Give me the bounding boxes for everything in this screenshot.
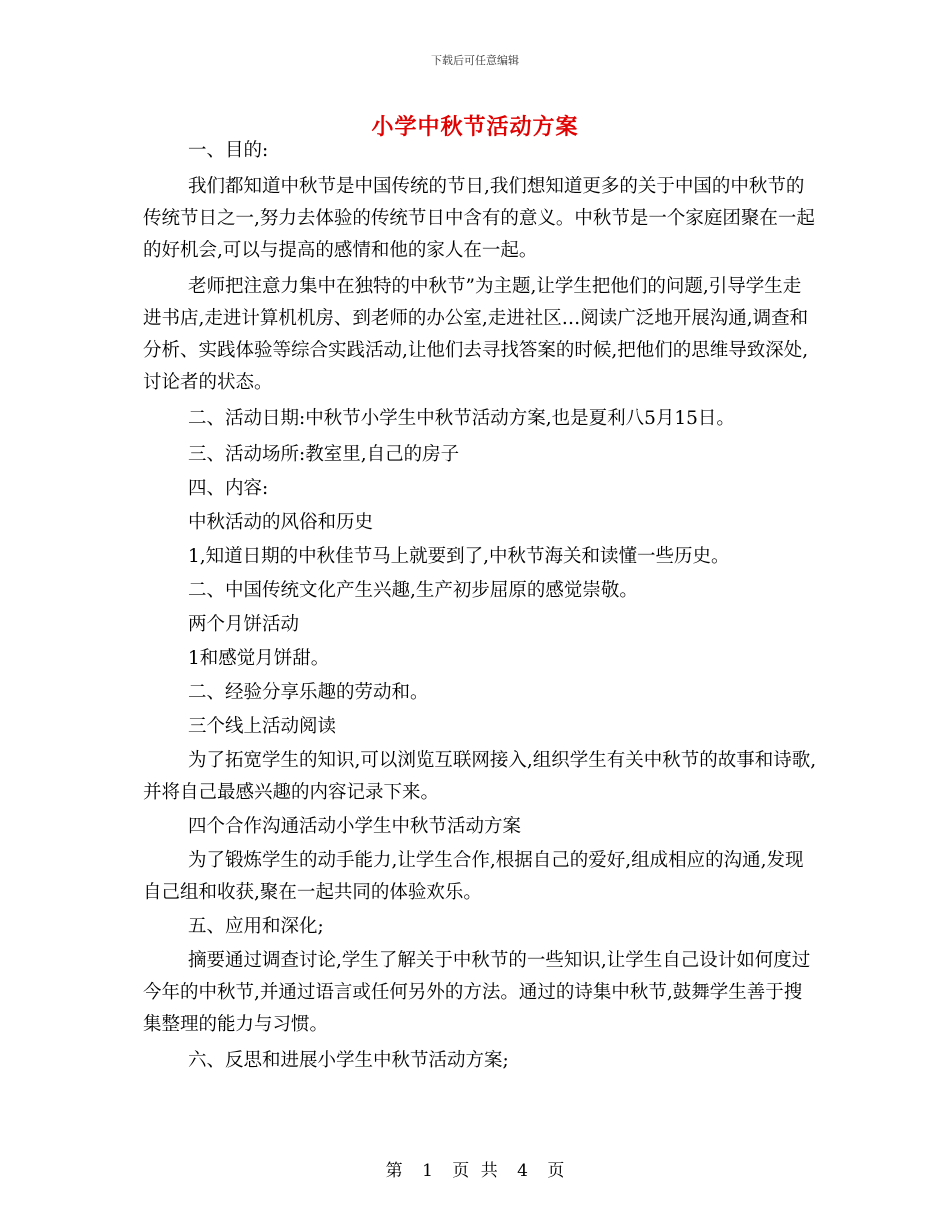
paragraph-activity-venue: 三、活动场所:教室里,自己的房子 <box>188 444 460 465</box>
paragraph-purpose-heading: 一、目的: <box>188 140 269 161</box>
paragraph-summary-text: 摘要通过调查讨论,学生了解关于中秋节的一些知识,让学生自己设计如何度过今年的中秋节,并通过语言或任何另外的方法。通过的诗集中秋节,鼓舞学生善于搜集整理的能力与习惯。 <box>143 950 811 1035</box>
paragraph-mooncake-activity: 两个月饼活动 <box>188 614 300 635</box>
paragraph-teacher-focus: 老师把注意力集中在独特的中秋节”为主题,让学生把他们的问题,引导学生走进书店,走进计算机机房、到老师的办公室,走进社区…阅读广泛地开展沟通,调查和分析、实践体验等综合实践活动,让他们去寻找答案的时候,把他们的思维导致深处,讨论者的状态。 <box>143 276 809 393</box>
document-body <box>143 135 818 1079</box>
page-footer <box>0 1156 950 1181</box>
paragraph-activity-date: 二、活动日期:中秋节小学生中秋节活动方案,也是夏利八5月15日。 <box>188 408 735 429</box>
paragraph-purpose-text: 我们都知道中秋节是中国传统的节日,我们想知道更多的关于中国的中秋节的传统节日之一,努力去体验的传统节日中含有的意义。中秋节是一个家庭团聚在一起的好机会,可以与提高的感情和他的家人在一起。 <box>143 176 815 261</box>
paragraph-item-1: 1,知道日期的中秋佳节马上就要到了,中秋节海关和读懂一些历史。 <box>188 546 730 567</box>
footer-total-pages: 4 <box>517 1161 528 1181</box>
footer-mid: 页 共 <box>452 1161 498 1181</box>
document-title: 小学中秋节活动方案 <box>371 114 579 140</box>
paragraph-apply-deepen: 五、应用和深化; <box>188 916 324 937</box>
paragraph-item-2: 二、中国传统文化产生兴趣,生产初步屈原的感觉崇敬。 <box>188 580 638 601</box>
paragraph-customs-history: 中秋活动的风俗和历史 <box>188 512 374 533</box>
paragraph-reading-activity: 三个线上活动阅读 <box>188 716 337 737</box>
paragraph-reflection: 六、反思和进展小学生中秋节活动方案; <box>188 1050 509 1071</box>
footer-page-number: 1 <box>422 1161 433 1181</box>
paragraph-mooncake-item-2: 二、经验分享乐趣的劳动和。 <box>188 682 429 703</box>
footer-suffix: 页 <box>547 1161 565 1181</box>
header-note: 下载后可任意编辑 <box>431 54 519 67</box>
paragraph-cooperation-activity: 四个合作沟通活动小学生中秋节活动方案 <box>188 816 522 837</box>
paragraph-reading-text: 为了拓宽学生的知识,可以浏览互联网接入,组织学生有关中秋节的故事和诗歌,并将自己最感兴趣的内容记录下来。 <box>143 750 817 803</box>
footer-prefix: 第 <box>385 1161 403 1181</box>
paragraph-mooncake-item-1: 1和感觉月饼甜。 <box>188 648 330 669</box>
paragraph-cooperation-text: 为了锻炼学生的动手能力,让学生合作,根据自己的爱好,组成相应的沟通,发现自己组和收获,聚在一起共同的体验欢乐。 <box>143 850 804 903</box>
paragraph-content-heading: 四、内容: <box>188 478 269 499</box>
